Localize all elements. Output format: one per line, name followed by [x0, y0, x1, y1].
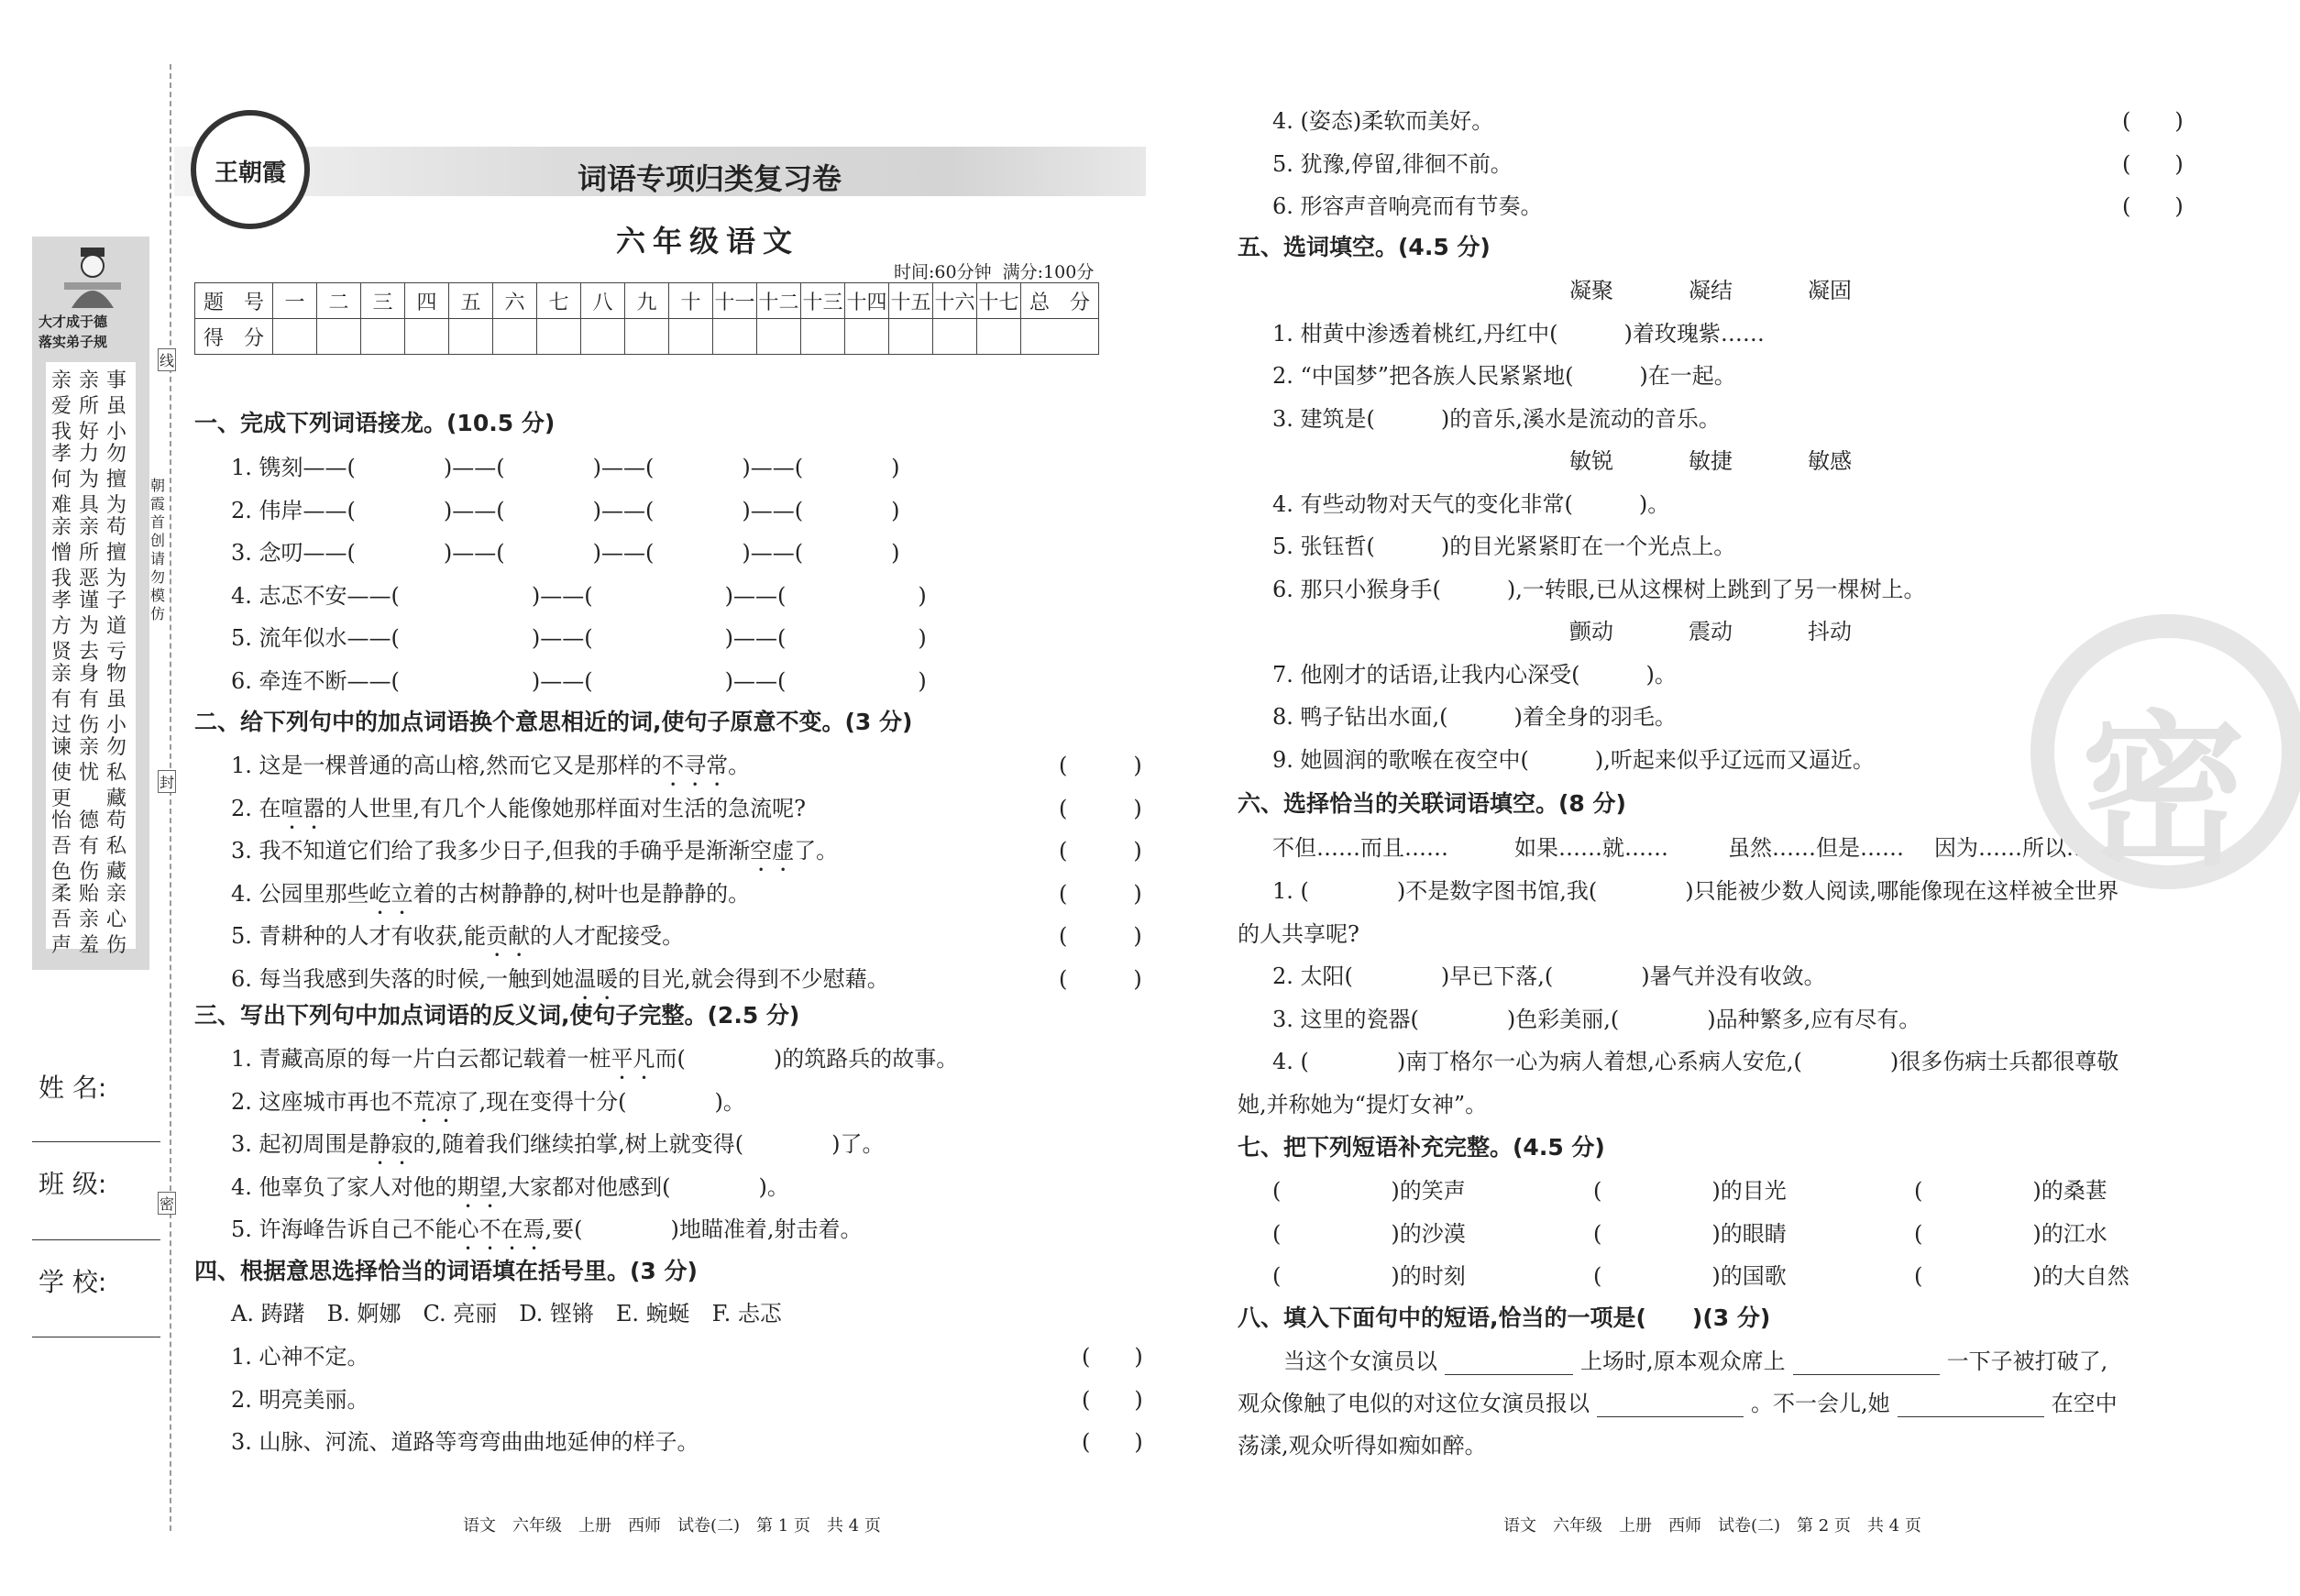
watermark-char: 密 — [2081, 695, 2247, 888]
s2-item — [231, 965, 889, 1005]
rule-text: 身有伤 — [79, 663, 100, 737]
cut-line — [170, 64, 171, 1531]
score-input-cell[interactable] — [537, 319, 581, 355]
s5-item[interactable]: 9. 她圆润的歌喉在夜空中( ),听起来似乎辽远而又逼近。 — [1272, 746, 1875, 773]
s2-answer-bracket[interactable]: ( ) — [1059, 923, 1142, 949]
s4-item: 2. 明亮美丽。 — [231, 1386, 369, 1413]
score-header-cell: 十四 — [845, 283, 889, 319]
section-7-title: 七、把下列短语补充完整。(4.5 分) — [1238, 1134, 1605, 1161]
s1-item[interactable]: 5. 流年似水——( )——( )——( ) — [231, 625, 927, 651]
s4-item: 6. 形容声音响亮而有节奏。 — [1272, 193, 1543, 219]
s1-item[interactable]: 3. 念叨——( )——( )——( )——( ) — [231, 540, 900, 566]
s2-item — [231, 795, 806, 834]
score-input-cell[interactable] — [669, 319, 713, 355]
s7-phrase[interactable]: ( )的目光 — [1593, 1178, 1787, 1204]
rule-text: 贻亲羞 — [79, 883, 100, 957]
s3-dotted-word: 静寂 — [369, 1131, 413, 1157]
score-header-cell: 八 — [581, 283, 625, 319]
s8-text: 在空中 — [2051, 1391, 2118, 1416]
rule-text: 谨为去 — [79, 589, 100, 664]
s4-answer-bracket[interactable]: ( ) — [2122, 150, 2184, 177]
score-input-cell[interactable] — [581, 319, 625, 355]
motto-line-2: 落实弟子规 — [39, 334, 108, 350]
rule-text: 亲憎我 — [51, 516, 72, 590]
s2-item — [231, 880, 750, 919]
s4-answer-bracket[interactable]: ( ) — [2122, 193, 2184, 219]
s7-phrase[interactable]: ( )的大自然 — [1914, 1263, 2129, 1289]
s5-item[interactable]: 1. 柑黄中渗透着桃红,丹红中( )着玫瑰紫…… — [1272, 320, 1765, 347]
s2-dotted-word: 温暖 — [574, 965, 619, 992]
s8-text: 当这个女演员以 — [1283, 1348, 1437, 1374]
s8-blank[interactable] — [1898, 1392, 2044, 1417]
s8-text: 一下子被打破了, — [1946, 1348, 2108, 1374]
name-label: 姓 名: — [39, 1073, 107, 1103]
s8-blank[interactable] — [1597, 1392, 1744, 1417]
s5-item[interactable]: 6. 那只小猴身手( ),一转眼,已从这棵树上跳到了另一棵树上。 — [1272, 576, 1926, 602]
rule-text: 苟私藏 — [106, 809, 127, 884]
score-input-cell[interactable] — [273, 319, 317, 355]
s5-word-option: 凝聚 — [1569, 278, 1613, 303]
s4-answer-bracket[interactable]: ( ) — [1082, 1386, 1143, 1413]
class-line — [32, 1239, 160, 1240]
cut-mark-1: 线 — [158, 348, 176, 371]
s4-item: 4. (姿态)柔软而美好。 — [1272, 108, 1494, 134]
s1-item[interactable]: 1. 镌刻——( )——( )——( )——( ) — [231, 455, 900, 480]
rule-text: 柔吾声 — [51, 883, 72, 957]
s4-item: 5. 犹豫,停留,徘徊不前。 — [1272, 150, 1513, 177]
s6-line[interactable]: 4. ( )南丁格尔一心为病人着想,心系病人安危,( )很多伤病士兵都很尊敬 — [1272, 1049, 2119, 1074]
s8-text: 观众像触了电似的对这位女演员报以 — [1238, 1391, 1590, 1416]
score-header-cell: 十三 — [801, 283, 845, 319]
s2-text: 1. 这是一棵普通的高山榕,然而它又是那样的 — [231, 753, 663, 778]
subject-title: 六年级语文 — [616, 224, 800, 259]
s6-line[interactable]: 的人共享呢? — [1238, 920, 1359, 947]
cut-mark-3: 密 — [158, 1192, 176, 1215]
s7-phrase[interactable]: ( )的时刻 — [1272, 1263, 1466, 1289]
s3-text: 2. 这座城市再也不 — [231, 1088, 413, 1115]
score-input-cell[interactable] — [977, 319, 1021, 355]
score-header-cell: 十六 — [933, 283, 977, 319]
score-input-cell[interactable] — [449, 319, 493, 355]
s2-text: 的人世里,有几个人能像她那样面对生活的急流呢? — [325, 795, 807, 821]
s3-text: 的,随着我们继续拍掌,树上就变得( )了。 — [413, 1131, 885, 1157]
rule-text: 物虽小 — [106, 663, 127, 737]
rule-text: 苟擅为 — [106, 516, 127, 590]
score-header-cell: 十五 — [889, 283, 933, 319]
s8-text: 。不一会儿,她 — [1751, 1391, 1890, 1416]
s8-line-3: 荡漾,观众听得如痴如醉。 — [1238, 1433, 1487, 1458]
s3-text: ,要( )地瞄准着,射击着。 — [545, 1216, 863, 1242]
rule-text: 勿擅为 — [106, 443, 127, 517]
s5-word-option: 凝固 — [1808, 278, 1852, 303]
rule-text: 亲有过 — [51, 663, 72, 737]
score-input-cell[interactable] — [361, 319, 405, 355]
rule-text: 亲爱我 — [51, 369, 72, 444]
s2-item — [231, 837, 838, 876]
s2-text: 4. 公园里那些 — [231, 880, 369, 907]
page-title: 词语专项归类复习卷 — [578, 161, 842, 196]
s3-text: 3. 起初周围是 — [231, 1131, 369, 1157]
s5-word-option: 敏感 — [1808, 448, 1852, 474]
s5-item[interactable]: 2. “中国梦”把各族人民紧紧地( )在一起。 — [1272, 363, 1736, 389]
s2-answer-bracket[interactable]: ( ) — [1059, 880, 1142, 907]
s3-item[interactable] — [231, 1045, 958, 1084]
s2-answer-bracket[interactable]: ( ) — [1059, 838, 1142, 864]
s3-text: 了,现在变得十分( )。 — [457, 1088, 745, 1115]
s6-option: 不但……而且…… — [1272, 835, 1448, 861]
s7-phrase[interactable]: ( )的桑葚 — [1914, 1178, 2107, 1204]
s8-text: 上场时,原本观众席上 — [1580, 1348, 1786, 1374]
s2-dotted-word: 空虚 — [750, 838, 795, 864]
score-input-cell[interactable] — [625, 319, 669, 355]
s8-line-2 — [1238, 1390, 2118, 1417]
s7-phrase[interactable]: ( )的国歌 — [1593, 1263, 1787, 1289]
rule-text: 孝何难 — [51, 443, 72, 517]
s4-answer-bracket[interactable]: ( ) — [2122, 108, 2184, 134]
rule-text: 子道亏 — [106, 589, 127, 664]
s2-text: 5. 青耕种的人才有收获,能 — [231, 923, 487, 949]
s7-phrase[interactable]: ( )的沙漠 — [1272, 1220, 1466, 1247]
s3-text: ,大家都对他感到( )。 — [501, 1173, 789, 1200]
logo-text: 王朝霞 — [214, 160, 286, 187]
s2-text: 的目光,就会得到不少慰藉。 — [618, 965, 889, 992]
s2-item — [231, 922, 684, 962]
s6-line[interactable]: 2. 太阳( )早已下落,( )暑气并没有收敛。 — [1272, 963, 1826, 989]
score-table — [194, 282, 1099, 355]
s2-dotted-word: 贡献 — [486, 923, 531, 949]
s3-dotted-word: 心不在焉 — [457, 1216, 545, 1242]
score-header-cell: 十一 — [713, 283, 757, 319]
motto-line-1: 大才成于德 — [39, 314, 108, 330]
s3-dotted-word: 荒凉 — [413, 1088, 457, 1115]
rule-text: 力为具 — [79, 443, 100, 517]
s1-item[interactable]: 2. 伟岸——( )——( )——( )——( ) — [231, 497, 900, 523]
score-input-cell[interactable] — [405, 319, 449, 355]
s2-dotted-word: 屹立 — [369, 880, 413, 907]
s2-text: 3. 我不知道它们给了我多少日子,但我的手确乎是渐渐 — [231, 838, 751, 864]
section-4-title: 四、根据意思选择恰当的词语填在括号里。(3 分) — [194, 1258, 698, 1284]
s5-word-option: 凝结 — [1689, 278, 1733, 303]
s4-item: 1. 心神不定。 — [231, 1344, 369, 1370]
s2-answer-bracket[interactable]: ( ) — [1059, 965, 1142, 992]
score-header-cell: 总 分 — [1021, 283, 1099, 319]
score-header-cell: 题 号 — [195, 283, 273, 319]
s6-option: 因为……所以…… — [1934, 835, 2110, 861]
score-header-cell: 十 — [669, 283, 713, 319]
s7-phrase[interactable]: ( )的笑声 — [1272, 1178, 1466, 1204]
score-input-cell[interactable] — [845, 319, 889, 355]
s2-text: 。 — [728, 753, 751, 778]
s8-line-1 — [1283, 1348, 2107, 1375]
s6-line[interactable]: 3. 这里的瓷器( )色彩美丽,( )品种繁多,应有尽有。 — [1272, 1006, 1921, 1032]
s3-item[interactable] — [231, 1130, 885, 1170]
score-input-cell[interactable] — [493, 319, 537, 355]
s1-item[interactable]: 4. 志忑不安——( )——( )——( ) — [231, 582, 927, 609]
s6-line[interactable]: 她,并称她为“提灯女神”。 — [1238, 1091, 1488, 1117]
s2-dotted-word: 不寻常 — [662, 753, 729, 778]
score-header-cell: 四 — [405, 283, 449, 319]
s5-word-option: 颤动 — [1569, 619, 1613, 644]
score-header-cell: 十二 — [757, 283, 801, 319]
s2-item — [231, 752, 750, 791]
rule-text: 孝方贤 — [51, 589, 72, 664]
section-3-title: 三、写出下列句中加点词语的反义词,使句子完整。(2.5 分) — [194, 1002, 800, 1029]
cut-mark-2: 封 — [158, 770, 176, 793]
score-header-cell: 九 — [625, 283, 669, 319]
s5-item[interactable]: 4. 有些动物对天气的变化非常( )。 — [1272, 490, 1670, 517]
s2-answer-bracket[interactable]: ( ) — [1059, 753, 1142, 778]
s3-text: 5. 许海峰告诉自己不能 — [231, 1216, 457, 1242]
s5-word-option: 震动 — [1689, 619, 1733, 644]
s3-dotted-word: 平凡 — [611, 1046, 655, 1072]
s2-answer-bracket[interactable]: ( ) — [1059, 795, 1142, 821]
s2-text: 6. 每当我感到失落的时候,一触到她 — [231, 965, 575, 992]
rule-text: 事虽小 — [106, 369, 127, 444]
s5-item[interactable]: 5. 张钰哲( )的目光紧紧盯在一个光点上。 — [1272, 534, 1736, 559]
s2-text: 着的古树静静的,树叶也是静静的。 — [413, 880, 751, 907]
rule-text: 谏使更 — [51, 736, 72, 810]
s6-option: 虽然……但是…… — [1728, 835, 1904, 861]
s6-line[interactable]: 1. ( )不是数字图书馆,我( )只能被少数人阅读,哪能像现在这样被全世界 — [1272, 878, 2119, 904]
s5-word-option: 抖动 — [1808, 619, 1852, 644]
score-input-cell[interactable] — [757, 319, 801, 355]
scholar-figure — [57, 246, 128, 310]
score-header-cell: 七 — [537, 283, 581, 319]
s5-word-option: 敏捷 — [1689, 448, 1733, 474]
s4-answer-bracket[interactable]: ( ) — [1082, 1344, 1143, 1370]
school-label: 学 校: — [39, 1267, 107, 1297]
s4-item: 3. 山脉、河流、道路等弯弯曲曲地延伸的样子。 — [231, 1429, 699, 1455]
score-header-cell: 二 — [317, 283, 361, 319]
footer-left: 语文 六年级 上册 西师 试卷(二) 第 1 页 共 4 页 — [463, 1516, 881, 1535]
score-header-cell: 六 — [493, 283, 537, 319]
sidebar-vertical-note: 朝霞首创 请勿模仿 — [150, 477, 166, 622]
section-6-title: 六、选择恰当的关联词语填空。(8 分) — [1238, 790, 1626, 817]
class-label: 班 级: — [39, 1169, 107, 1199]
s4-answer-bracket[interactable]: ( ) — [1082, 1429, 1143, 1455]
rule-text: 怡吾色 — [51, 809, 72, 884]
rule-text: 亲心伤 — [106, 883, 127, 957]
score-input-cell[interactable] — [1021, 319, 1099, 355]
section-1-title: 一、完成下列词语接龙。(10.5 分) — [194, 410, 556, 436]
s5-item[interactable]: 7. 他刚才的话语,让我内心深受( )。 — [1272, 661, 1677, 688]
s3-text: 1. 青藏高原的每一片白云都记载着一桩 — [231, 1046, 611, 1072]
score-header-cell: 五 — [449, 283, 493, 319]
score-header-cell: 十七 — [977, 283, 1021, 319]
s3-item[interactable] — [231, 1216, 863, 1255]
score-input-cell[interactable] — [801, 319, 845, 355]
rule-text: 勿私藏 — [106, 736, 127, 810]
section-8-title: 八、填入下面句中的短语,恰当的一项是( )(3 分) — [1238, 1304, 1771, 1331]
name-line — [32, 1141, 160, 1142]
score-input-cell[interactable] — [933, 319, 977, 355]
s8-blank[interactable] — [1793, 1350, 1940, 1375]
score-header-cell: 一 — [273, 283, 317, 319]
s2-text: 了。 — [794, 838, 839, 864]
s4-options: A. 踌躇 B. 婀娜 C. 亮丽 D. 铿锵 E. 蜿蜒 F. 忐忑 — [231, 1301, 782, 1326]
s2-text: 2. 在 — [231, 795, 281, 821]
score-row-label: 得 分 — [195, 319, 273, 355]
s7-phrase[interactable]: ( )的眼睛 — [1593, 1220, 1787, 1247]
s3-item[interactable] — [231, 1173, 789, 1213]
rule-text: 亲所好 — [79, 369, 100, 444]
score-input-cell[interactable] — [713, 319, 757, 355]
score-header-cell: 三 — [361, 283, 405, 319]
s5-item[interactable]: 3. 建筑是( )的音乐,溪水是流动的音乐。 — [1272, 405, 1721, 432]
time-info: 时间:60分钟 满分:100分 — [894, 262, 1095, 282]
s8-blank[interactable] — [1445, 1350, 1573, 1375]
s3-text: 4. 他辜负了家人对他的 — [231, 1173, 457, 1200]
section-2-title: 二、给下列句中的加点词语换个意思相近的词,使句子原意不变。(3 分) — [194, 709, 913, 735]
rule-text: 亲忧 — [79, 736, 100, 785]
footer-right: 语文 六年级 上册 西师 试卷(二) 第 2 页 共 4 页 — [1503, 1516, 1921, 1535]
section-5-title: 五、选词填空。(4.5 分) — [1238, 234, 1491, 260]
s3-item[interactable] — [231, 1088, 745, 1128]
s2-dotted-word: 喧嚣 — [281, 795, 325, 821]
score-input-cell[interactable] — [317, 319, 361, 355]
s2-text: 的人才配接受。 — [530, 923, 685, 949]
s3-dotted-word: 期望 — [457, 1173, 501, 1200]
rule-text: 德有伤 — [79, 809, 100, 884]
s7-phrase[interactable]: ( )的江水 — [1914, 1220, 2107, 1247]
s1-item[interactable]: 6. 牵连不断——( )——( )——( ) — [231, 667, 927, 694]
s6-option: 如果……就…… — [1514, 835, 1668, 861]
s3-text: 而( )的筑路兵的故事。 — [655, 1046, 959, 1072]
score-input-cell[interactable] — [889, 319, 933, 355]
s5-item[interactable]: 8. 鸭子钻出水面,( )着全身的羽毛。 — [1272, 704, 1677, 730]
s5-word-option: 敏锐 — [1569, 448, 1613, 474]
rule-text: 亲所恶 — [79, 516, 100, 590]
